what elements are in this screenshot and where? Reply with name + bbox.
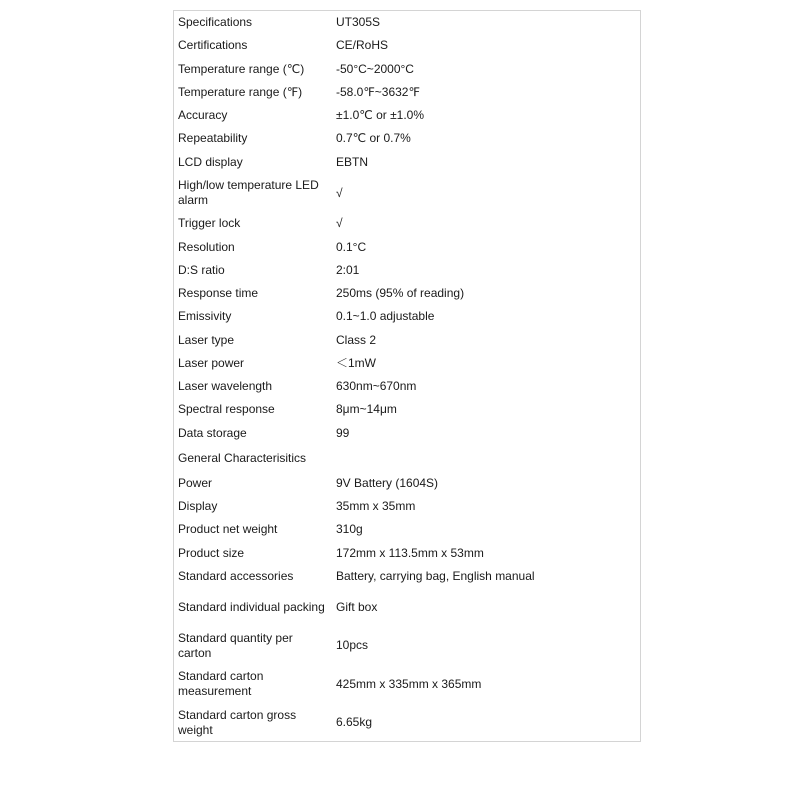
spec-label: Accuracy [178,108,228,123]
spec-value: Class 2 [336,332,377,347]
spec-value: 310g [336,522,363,537]
spec-row [174,352,640,375]
spec-label: Display [178,499,218,514]
spec-value: 2:01 [336,262,360,277]
spec-label: Standard quantity per carton [178,630,293,660]
spec-value: ＜1mW [336,355,376,370]
spec-value: 6.65kg [336,715,373,730]
spec-row [174,422,640,445]
spec-value: √ [336,216,343,231]
spec-row [174,588,640,627]
spec-row [174,518,640,541]
spec-row [174,305,640,328]
spec-row [174,151,640,174]
spec-label: Standard accessories [178,568,294,583]
spec-value: 0.1~1.0 adjustable [336,309,435,324]
spec-value: UT305S [336,15,381,30]
spec-row [174,398,640,421]
spec-label: Laser type [178,332,235,347]
spec-value: 10pcs [336,638,369,653]
spec-row [174,472,640,495]
spec-label: High/low temperature LED alarm [178,178,319,207]
spec-value: 425mm x 335mm x 365mm [336,676,482,691]
spec-row [174,212,640,235]
spec-label: Product net weight [178,522,278,537]
spec-label: Standard carton gross weight [178,707,297,737]
spec-rows-general [174,472,640,742]
spec-label: Laser power [178,355,245,370]
spec-row [174,104,640,127]
spec-table [173,10,641,742]
spec-label: Trigger lock [178,216,241,231]
spec-value: Battery, carrying bag, English manual [336,568,535,583]
spec-row [174,34,640,57]
section-heading: General Characterisitics [178,450,307,465]
spec-label: Resolution [178,239,235,254]
spec-label: Spectral response [178,402,275,417]
spec-row [174,665,640,704]
spec-label: Specifications [178,15,253,30]
spec-row [174,282,640,305]
spec-value: 250ms (95% of reading) [336,286,465,301]
spec-value: 630nm~670nm [336,379,417,394]
spec-label: Temperature range (℃) [178,61,305,76]
spec-row [174,495,640,518]
spec-label: Standard individual packing [178,599,325,614]
spec-row [174,704,640,743]
spec-row [174,11,640,34]
spec-label: Power [178,475,213,490]
spec-row [174,58,640,81]
spec-label: Data storage [178,425,247,440]
spec-label: Response time [178,286,259,301]
spec-value: 99 [336,425,350,440]
spec-label: D:S ratio [178,262,225,277]
spec-row [174,565,640,588]
spec-value: CE/RoHS [336,38,389,53]
spec-value: -58.0℉~3632℉ [336,84,420,99]
spec-label: Temperature range (℉) [178,84,303,99]
spec-label: LCD display [178,154,243,169]
spec-row [174,127,640,150]
spec-value: -50°C~2000°C [336,61,414,76]
spec-value: 35mm x 35mm [336,499,416,514]
spec-value: √ [336,185,343,200]
spec-row [174,81,640,104]
spec-label: Product size [178,545,245,560]
section-heading-row [174,445,640,472]
spec-row [174,375,640,398]
spec-value: 9V Battery (1604S) [336,475,439,490]
spec-value: 0.1°C [336,239,367,254]
spec-value: Gift box [336,599,378,614]
spec-value: EBTN [336,154,369,169]
spec-rows-top [174,11,640,445]
spec-label: Standard carton measurement [178,669,264,699]
spec-row [174,174,640,213]
spec-row [174,236,640,259]
spec-row [174,259,640,282]
spec-label: Laser wavelength [178,379,273,394]
spec-label: Repeatability [178,131,248,146]
spec-value: 172mm x 113.5mm x 53mm [336,545,484,560]
spec-row [174,627,640,666]
spec-row [174,542,640,565]
spec-value: ±1.0℃ or ±1.0% [336,108,425,123]
spec-row [174,329,640,352]
spec-label: Certifications [178,38,248,53]
spec-value: 0.7℃ or 0.7% [336,131,411,146]
spec-value: 8μm~14μm [336,402,397,417]
spec-label: Emissivity [178,309,232,324]
